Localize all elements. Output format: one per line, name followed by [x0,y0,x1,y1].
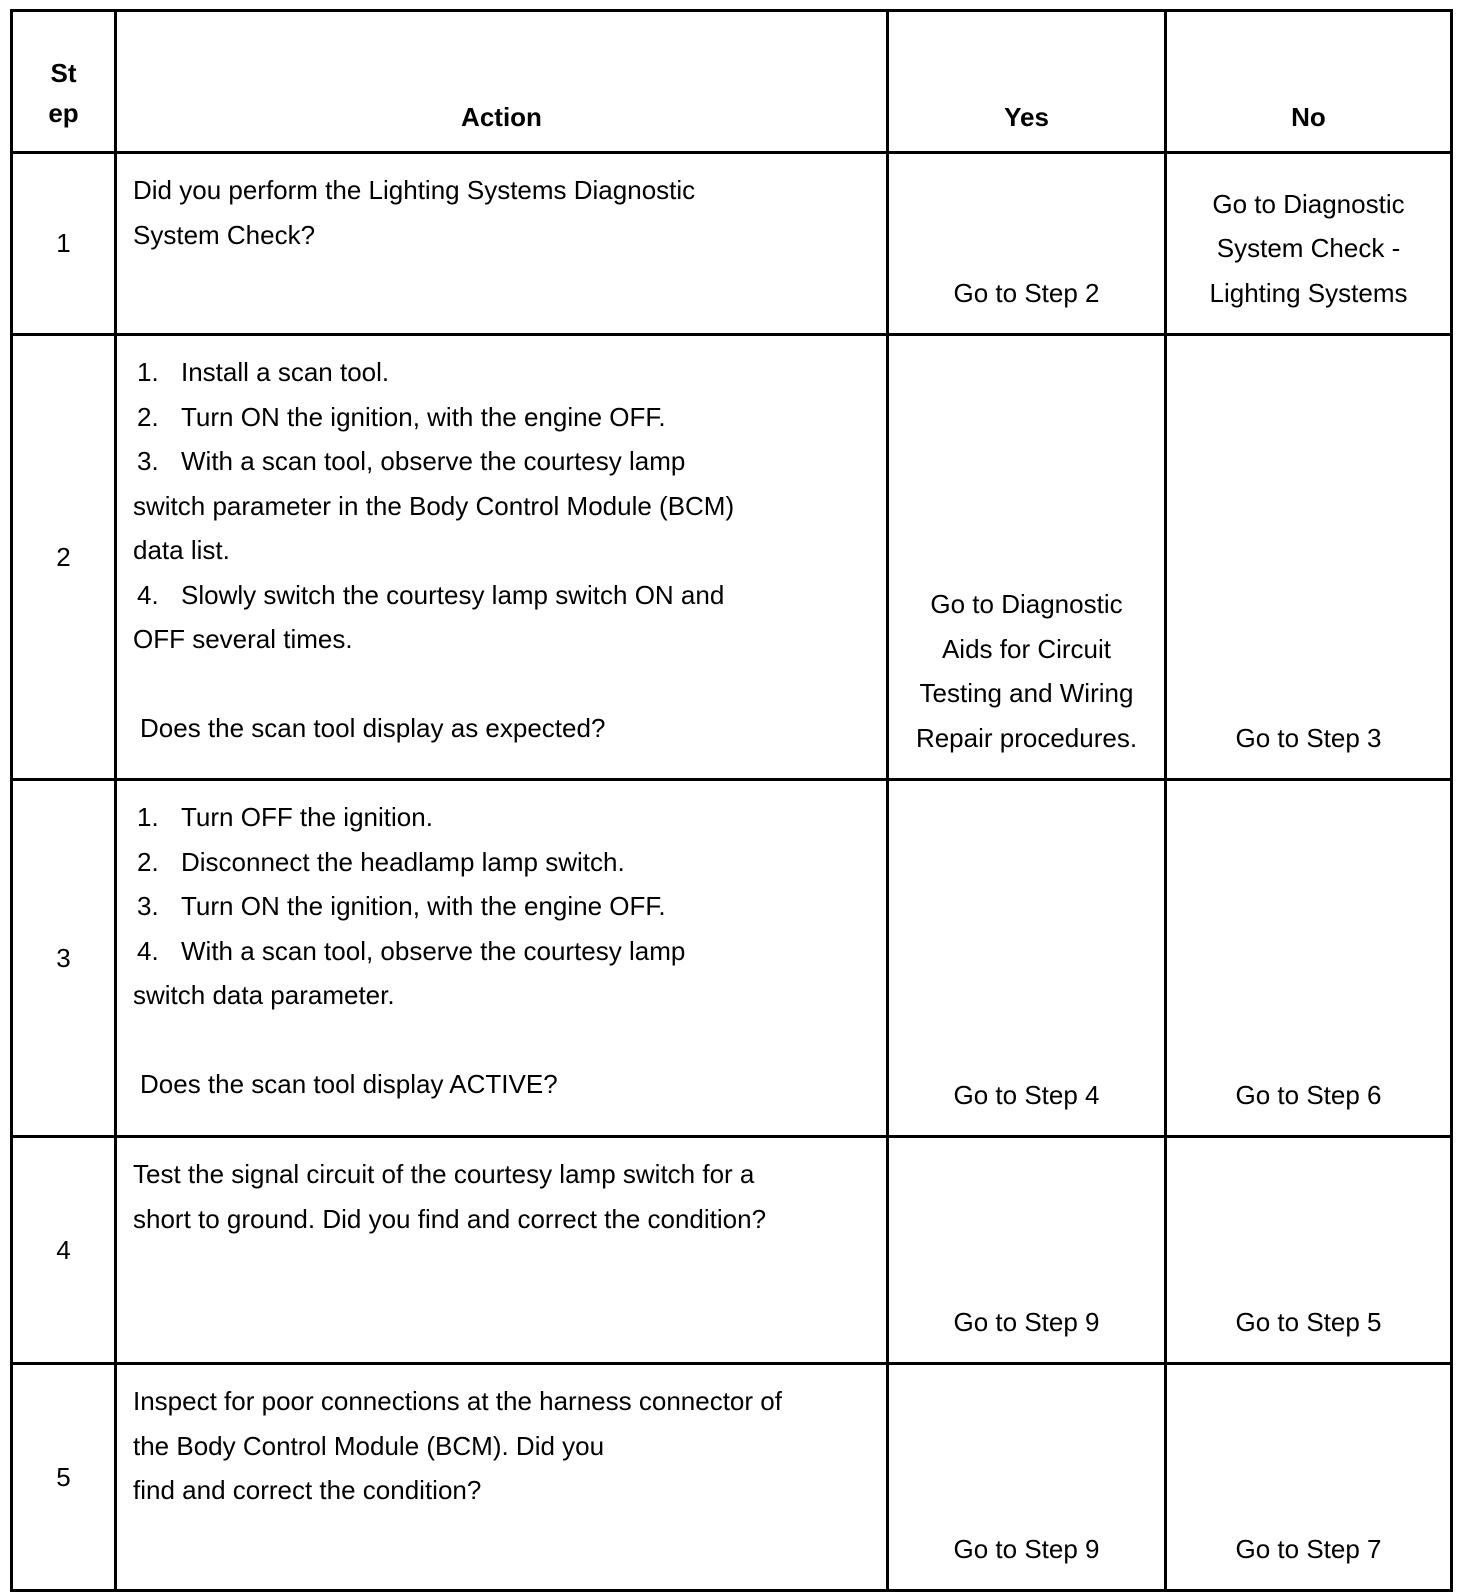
action-text: switch data parameter. [133,980,395,1010]
action-item: 1. Turn OFF the ignition. [137,802,433,832]
no-result: Go to Diagnostic [1212,188,1405,219]
step-number: 5 [12,1364,116,1591]
action-item: 4. With a scan tool, observe the courtesy lamp [137,935,686,966]
table-row [12,1137,1452,1364]
no-cell [1166,780,1452,1137]
action-cell [116,780,888,1137]
action-text: switch parameter in the Body Control Module (BCM) [133,490,735,521]
no-result: Go to Step 6 [1235,1079,1382,1110]
yes-result: Aids for Circuit [941,633,1112,664]
action-text: System Check? [133,219,316,250]
no-cell [1166,1364,1452,1591]
no-cell [1166,153,1452,335]
header-step: Step [12,11,116,153]
header-action: Action [116,11,888,153]
yes-cell [888,780,1166,1137]
no-result: Go to Step 5 [1235,1306,1382,1337]
no-result: Go to Step 3 [1235,722,1382,753]
header-no: No [1166,11,1452,153]
action-text: find and correct the condition? [133,1475,482,1505]
action-text: Did you perform the Lighting Systems Diagnostic [133,175,696,205]
yes-cell [888,335,1166,780]
action-cell [116,1137,888,1364]
action-item: 2. Turn ON the ignition, with the engine OFF. [137,401,666,432]
table-row [12,153,1452,335]
action-text: the Body Control Module (BCM). Did you [133,1430,605,1461]
step-number: 2 [12,335,116,780]
yes-result: Go to Step 2 [953,277,1100,308]
yes-result: Go to Diagnostic [930,589,1123,619]
yes-cell [888,1364,1166,1591]
header-row [12,11,1452,153]
action-cell [116,335,888,780]
action-text: short to ground. Did you find and correct the condition? [133,1203,767,1234]
no-result: Go to Step 7 [1235,1533,1382,1564]
action-cell [116,1364,888,1591]
yes-result: Testing and Wiring [919,678,1134,708]
no-result: System Check - [1216,233,1401,263]
action-item: 2. Disconnect the headlamp lamp switch. [137,846,625,877]
action-item: 3. Turn ON the ignition, with the engine OFF. [137,891,666,921]
no-cell [1166,335,1452,780]
action-text: data list. [133,535,230,565]
action-question: Does the scan tool display ACTIVE? [140,1069,558,1099]
diagnostic-table [10,9,1453,1592]
yes-result: Go to Step 9 [953,1306,1100,1337]
step-number: 4 [12,1137,116,1364]
step-number: 3 [12,780,116,1137]
table-row [12,780,1452,1137]
yes-result: Go to Step 9 [953,1533,1100,1564]
yes-cell [888,153,1166,335]
action-item: 4. Slowly switch the courtesy lamp switch ON and [137,579,725,610]
yes-result: Go to Step 4 [953,1079,1100,1110]
no-cell [1166,1137,1452,1364]
action-item: 3. With a scan tool, observe the courtesy lamp [137,446,686,476]
table-row [12,335,1452,780]
action-item: 1. Install a scan tool. [137,357,390,387]
action-cell [116,153,888,335]
header-yes: Yes [888,11,1166,153]
yes-cell [888,1137,1166,1364]
table-row [12,1364,1452,1591]
action-text: Test the signal circuit of the courtesy lamp switch for a [133,1159,755,1189]
no-result: Lighting Systems [1209,277,1408,308]
action-question: Does the scan tool display as expected? [140,713,606,743]
action-text: Inspect for poor connections at the harness connector of [133,1386,782,1416]
yes-result: Repair procedures. [915,722,1138,753]
step-number: 1 [12,153,116,335]
action-text: OFF several times. [133,624,353,654]
